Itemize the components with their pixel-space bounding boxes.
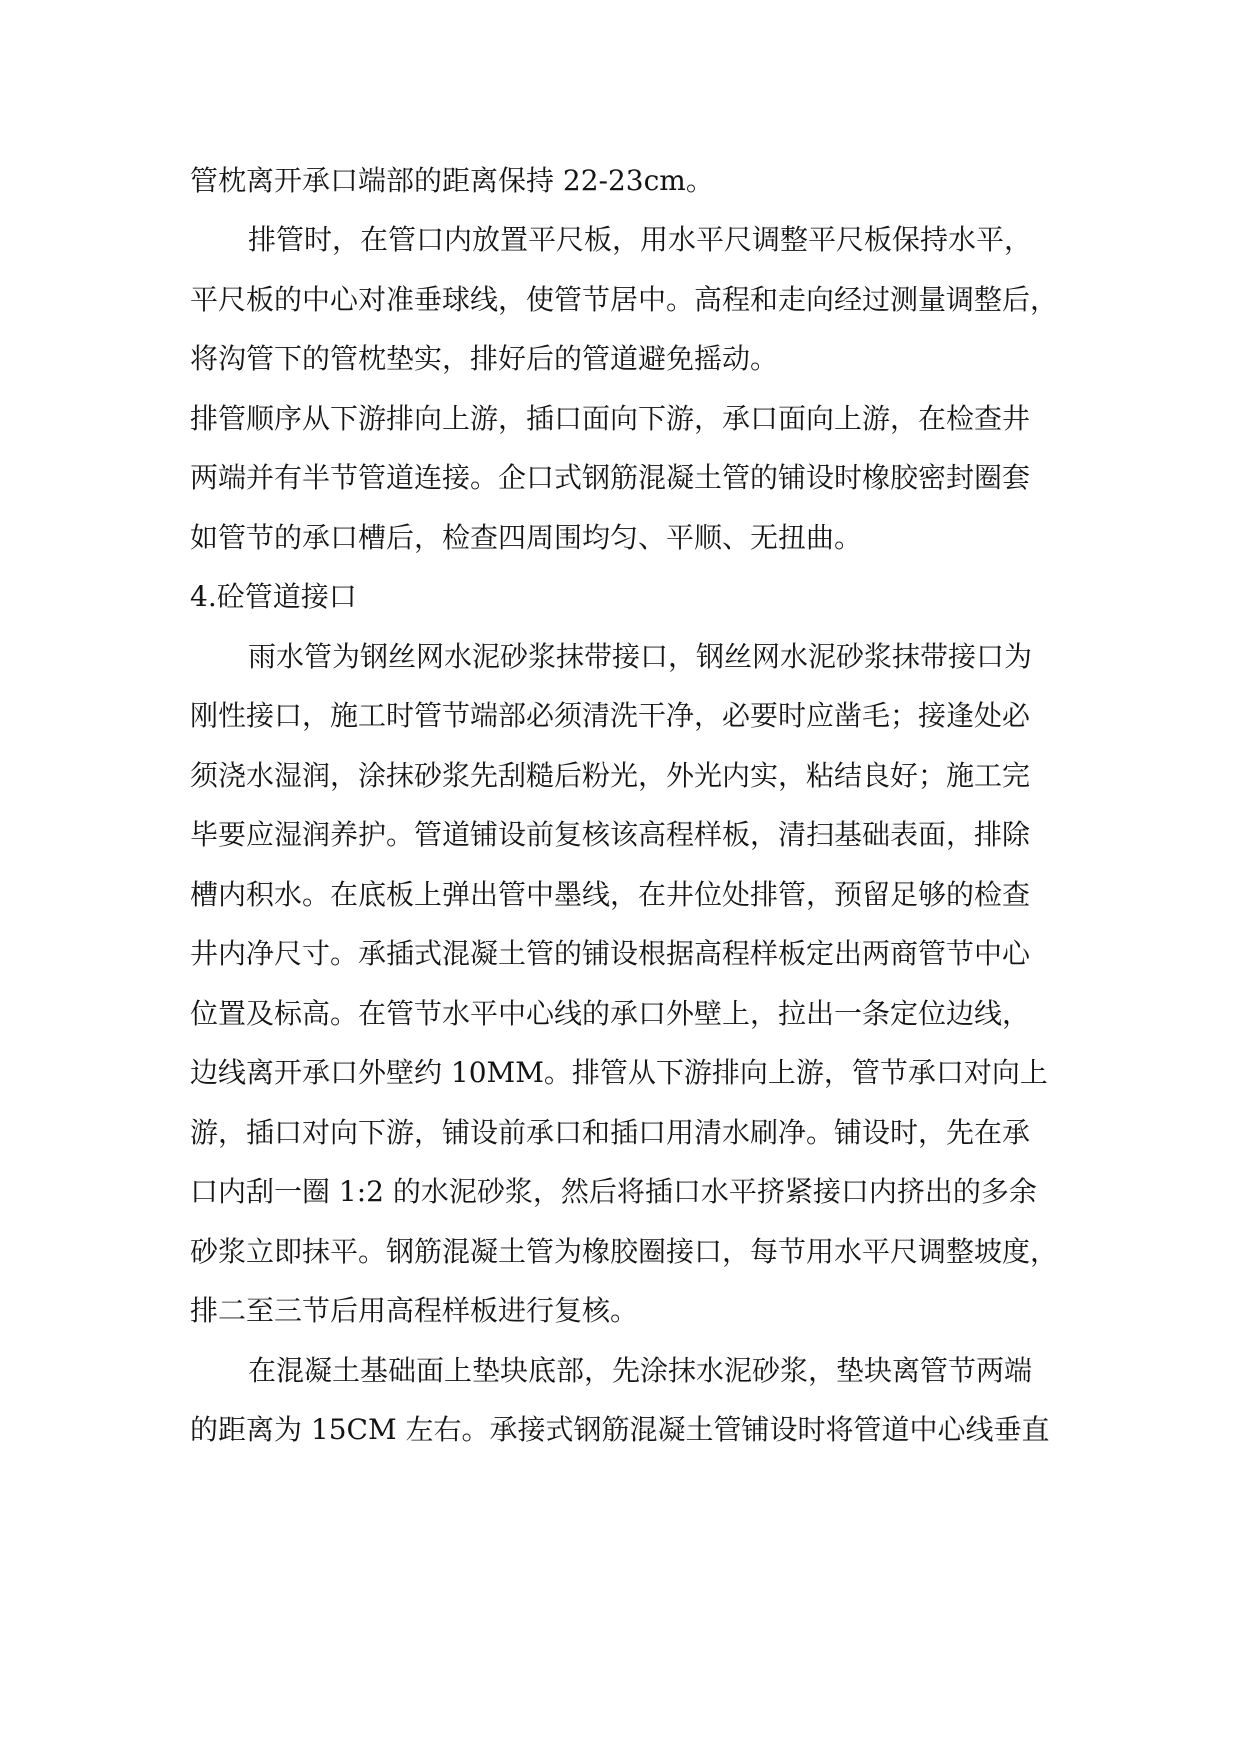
text-line: 排二至三节后用高程样板进行复核。 [190,1294,639,1327]
text-line: 边线离开承口外壁约 10MM。排管从下游排向上游，管节承口对向上 [190,1056,1048,1089]
text-line: 毕要应湿润养护。管道铺设前复核该高程样板，清扫基础表面，排除 [190,818,1031,851]
text-line: 将沟管下的管枕垫实，排好后的管道避免摇动。 [190,342,779,375]
text-line: 两端并有半节管道连接。企口式钢筋混凝土管的铺设时橡胶密封圈套 [190,461,1031,494]
text-line: 雨水管为钢丝网水泥砂浆抹带接口，钢丝网水泥砂浆抹带接口为 [248,640,1033,673]
text-line: 管枕离开承口端部的距离保持 22-23cm。 [190,164,714,197]
text-line: 游，插口对向下游，铺设前承口和插口用清水刷净。铺设时，先在承 [190,1116,1031,1149]
text-line: 刚性接口，施工时管节端部必须清洗干净，必要时应凿毛；接逢处必 [190,699,1031,732]
text-line: 平尺板的中心对准垂球线，使管节居中。高程和走向经过测量调整后， [190,283,1059,316]
text-line: 井内净尺寸。承插式混凝土管的铺设根据高程样板定出两商管节中心 [190,937,1031,970]
text-line: 砂浆立即抹平。钢筋混凝土管为橡胶圈接口，每节用水平尺调整坡度， [190,1235,1059,1268]
text-line: 位置及标高。在管节水平中心线的承口外壁上，拉出一条定位边线， [190,997,1031,1030]
text-line: 排管顺序从下游排向上游，插口面向下游，承口面向上游，在检查井 [190,402,1031,435]
text-line: 须浇水湿润，涂抹砂浆先刮糙后粉光，外光内实，粘结良好；施工完 [190,759,1031,792]
text-line: 口内刮一圈 1:2 的水泥砂浆，然后将插口水平挤紧接口内挤出的多余 [190,1175,1037,1208]
text-line: 排管时，在管口内放置平尺板，用水平尺调整平尺板保持水平， [248,223,1033,256]
text-line: 如管节的承口槽后，检查四周围均匀、平顺、无扭曲。 [190,521,863,554]
section-heading: 4.砼管道接口 [190,580,357,613]
text-line: 槽内积水。在底板上弹出管中墨线，在井位处排管，预留足够的检查 [190,878,1031,911]
text-line: 的距离为 15CM 左右。承接式钢筋混凝土管铺设时将管道中心线垂直 [190,1413,1050,1446]
text-line: 在混凝土基础面上垫块底部，先涂抹水泥砂浆，垫块离管节两端 [248,1354,1033,1387]
